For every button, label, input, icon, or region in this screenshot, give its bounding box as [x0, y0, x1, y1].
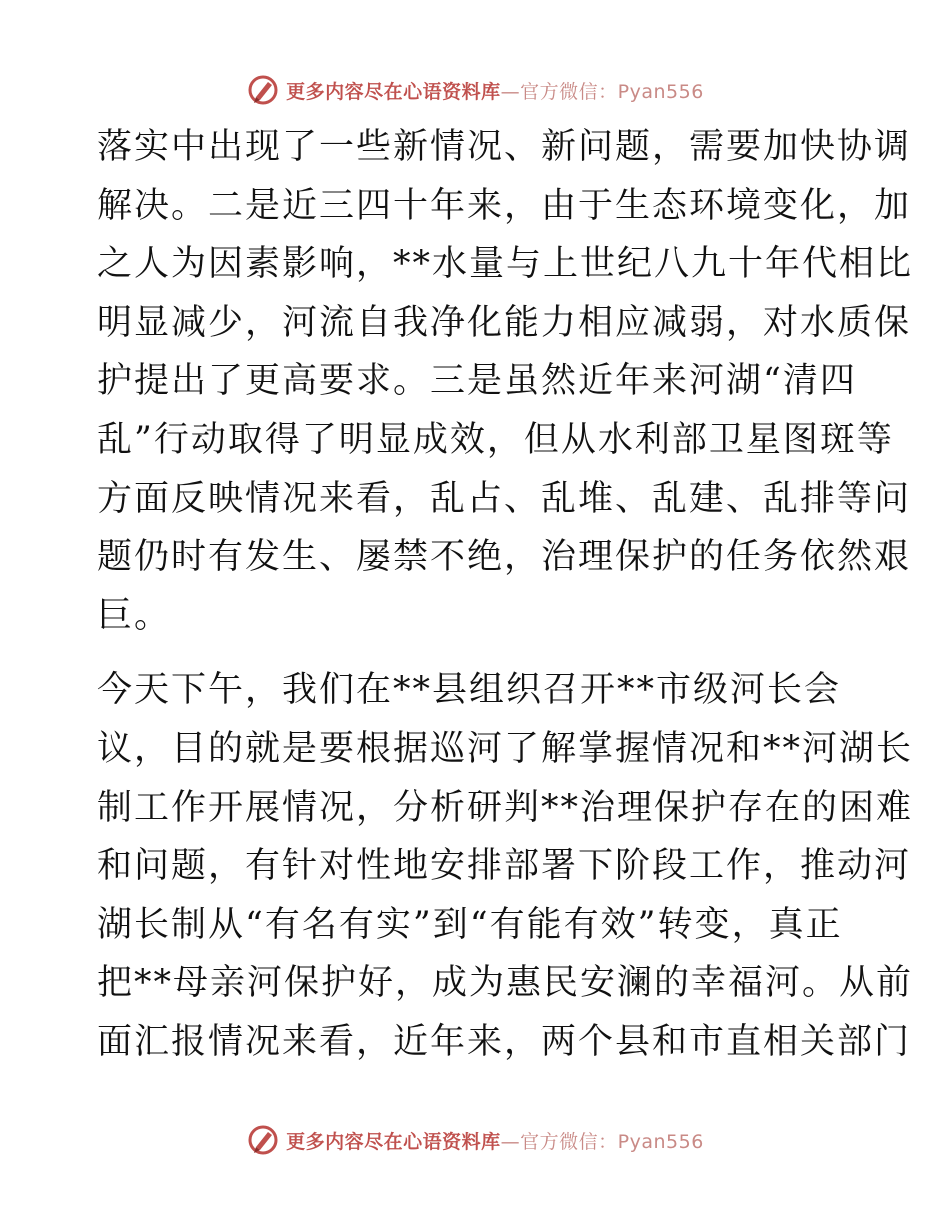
- text-line: 和问题，有针对性地安排部署下阶段工作，推动河: [97, 846, 912, 887]
- footer-banner-text: [286, 1127, 704, 1154]
- footer-banner-suffix: 官方微信：Pyan556: [520, 1130, 704, 1153]
- text-line: 明显减少，河流自我净化能力相应减弱，对水质保: [97, 302, 912, 343]
- text-line: 之人为因素影响，**水量与上世纪八九十年代相比: [97, 244, 914, 285]
- header-banner-separator: —: [500, 80, 521, 103]
- header-banner-text: [286, 77, 704, 104]
- text-line: 护提出了更高要求。三是虽然近年来河湖“清四: [97, 361, 857, 402]
- text-line: 把**母亲河保护好，成为惠民安澜的幸福河。从前: [97, 963, 914, 1004]
- text-line: 方面反映情况来看，乱占、乱堆、乱建、乱排等问: [97, 478, 912, 519]
- text-line: 议，目的就是要根据巡河了解掌握情况和**河湖长: [97, 728, 914, 769]
- paragraph-1: [97, 118, 914, 645]
- pen-logo-icon: [246, 1123, 280, 1157]
- paragraph-2: [97, 661, 914, 1071]
- text-line: 今天下午，我们在**县组织召开**市级河长会: [97, 670, 842, 711]
- header-banner-main: 更多内容尽在心语资料库: [286, 80, 501, 103]
- document-body: [97, 118, 914, 1072]
- paragraph-spacer: [97, 645, 857, 661]
- text-line: 题仍时有发生、屡禁不绝，治理保护的任务依然艰: [97, 537, 912, 578]
- footer-banner-separator: —: [500, 1130, 521, 1153]
- header-banner-suffix: 官方微信：Pyan556: [520, 80, 704, 103]
- text-line: 落实中出现了一些新情况、新问题，需要加快协调: [97, 127, 912, 167]
- header-banner: [0, 70, 950, 110]
- text-line: 湖长制从“有名有实”到“有能有效”转变，真正: [97, 904, 843, 945]
- text-line: 巨。: [97, 595, 172, 636]
- text-line: 解决。二是近三四十年来，由于生态环境变化，加: [97, 185, 912, 226]
- pen-logo-icon: [246, 73, 280, 107]
- footer-banner-main: 更多内容尽在心语资料库: [286, 1130, 501, 1153]
- text-line: 面汇报情况来看，近年来，两个县和市直相关部门: [97, 1021, 912, 1062]
- text-line: 制工作开展情况，分析研判**治理保护存在的困难: [97, 787, 914, 828]
- footer-banner: [0, 1120, 950, 1160]
- text-line: 乱”行动取得了明显成效，但从水利部卫星图斑等: [97, 419, 894, 460]
